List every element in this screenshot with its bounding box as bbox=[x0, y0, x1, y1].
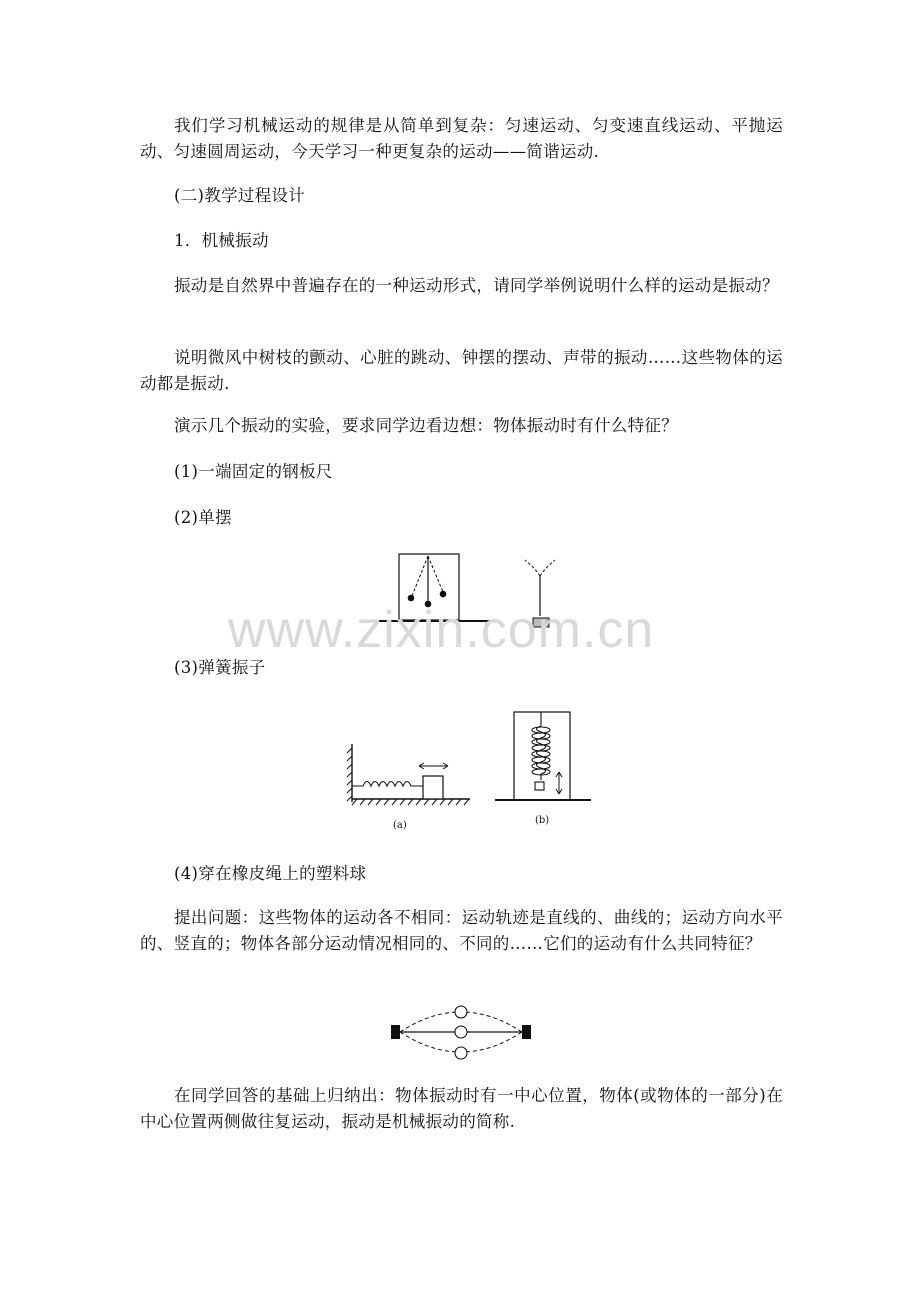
pendulum-dashed-right bbox=[428, 556, 443, 592]
question-paragraph: 振动是自然界中普遍存在的一种运动形式，请同学举例说明什么样的运动是振动？ bbox=[174, 276, 779, 295]
conclusion-paragraph: 在同学回答的基础上归纳出：物体振动时有一中心位置，物体(或物体的一部分)在中心位置两侧做往复运动，振动是机械振动的简称. bbox=[140, 1086, 783, 1131]
pendulum-figure bbox=[365, 548, 565, 638]
pendulum-frame bbox=[399, 554, 459, 620]
pendulum-bob-left bbox=[408, 595, 415, 602]
demo-paragraph: 演示几个振动的实验，要求同学边看边想：物体振动时有什么特征？ bbox=[174, 416, 678, 435]
section-title: (二)教学过程设计 bbox=[174, 186, 306, 205]
examples-paragraph: 说明微风中树枝的颤动、心脏的跳动、钟摆的摆动、声带的振动……这些物体的运动都是振动. bbox=[140, 348, 783, 393]
cord-anchor-right bbox=[522, 1025, 531, 1039]
floor-hatch bbox=[352, 799, 469, 805]
label-a: (a) bbox=[393, 820, 407, 831]
item-rubber-cord-ball: (4)穿在橡皮绳上的塑料球 bbox=[174, 864, 367, 883]
label-b: (b) bbox=[535, 815, 550, 826]
ball-lower bbox=[455, 1047, 467, 1059]
vertical-spring bbox=[537, 726, 546, 780]
rod-dashed-left bbox=[525, 560, 540, 576]
item-steel-ruler: (1)一端固定的钢板尺 bbox=[174, 462, 333, 481]
pendulum-bob-center bbox=[425, 601, 432, 608]
item-pendulum: (2)单摆 bbox=[174, 508, 232, 527]
horizontal-spring bbox=[352, 782, 423, 787]
cord-anchor-left bbox=[391, 1025, 400, 1039]
item-spring-oscillator: (3)弹簧振子 bbox=[174, 658, 266, 677]
pendulum-dashed-left bbox=[412, 556, 428, 596]
ball-center bbox=[455, 1026, 467, 1038]
problem-paragraph: 提出问题：这些物体的运动各不相同：运动轨迹是直线的、曲线的；运动方向水平的、竖直的；物体各部分运动情况相同的、不同的……它们的运动有什么共同特征？ bbox=[140, 908, 783, 953]
pendulum-bob-right bbox=[440, 591, 447, 598]
heading-mechanical-vibration: 1．机械振动 bbox=[174, 231, 269, 250]
spring-block-b bbox=[535, 782, 544, 790]
spring-block-a bbox=[423, 776, 443, 799]
spring-oscillator-figure bbox=[345, 706, 600, 834]
ball-upper bbox=[455, 1006, 467, 1018]
rod-dashed-right bbox=[540, 560, 555, 576]
rubber-cord-figure bbox=[385, 1002, 537, 1064]
wall-hatch bbox=[347, 748, 352, 801]
intro-paragraph: 我们学习机械运动的规律是从简单到复杂：匀速运动、匀变速直线运动、平抛运动、匀速圆周运动，今天学习一种更复杂的运动——简谐运动. bbox=[140, 116, 783, 161]
rod-base-block bbox=[533, 618, 549, 627]
watermark: www.zixin.com.cn bbox=[228, 601, 655, 659]
